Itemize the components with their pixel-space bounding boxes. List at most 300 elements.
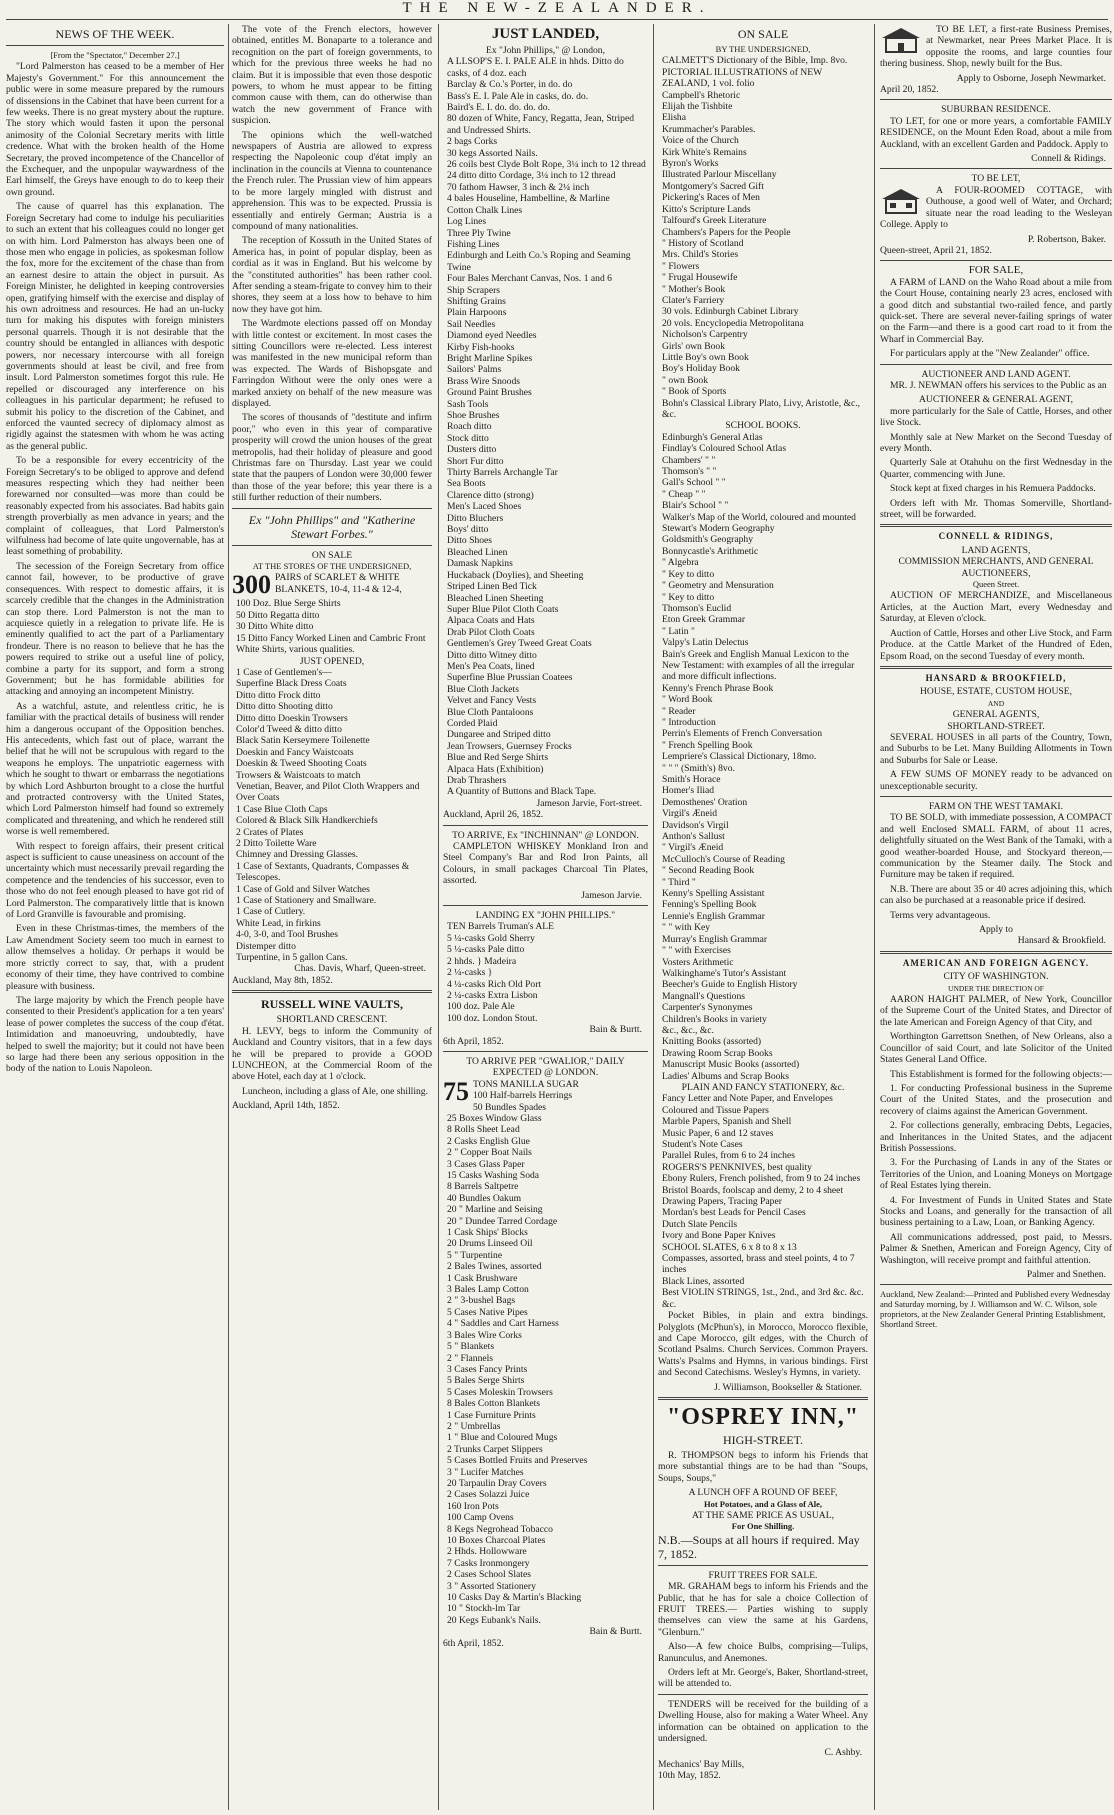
list-item: Lennie's English Grammar — [662, 910, 765, 922]
list-item: Shifting Grains — [447, 295, 506, 307]
rule — [880, 1284, 1112, 1285]
list-item: Dusters ditto — [447, 444, 497, 456]
rule — [658, 1397, 868, 1400]
list-item: McCulloch's Course of Reading — [662, 853, 785, 865]
list-item: Corded Plaid — [447, 717, 498, 729]
list-item: Davidson's Virgil — [662, 819, 729, 831]
ad-subtitle: HIGH-STREET. — [722, 1432, 804, 1447]
list-item: " " with Exercises — [662, 945, 731, 957]
column-divider — [874, 24, 875, 1810]
column-divider — [228, 24, 229, 1810]
list-item: Thomson's Euclid — [662, 602, 732, 614]
ad-body: AARON HAIGHT PALMER, of New York, Councillor of the Supreme Court of the United States, and Director of the late American and Foreign Agency of that City, and — [880, 994, 1112, 1028]
list-item: Ditto ditto Doeskin Trowsers — [236, 712, 348, 724]
list-item: Jean Trowsers, Guernsey Frocks — [447, 740, 572, 752]
list-item: ROGERS'S PENKNIVES, best quality — [662, 1161, 812, 1173]
list-item: Ditto Bluchers — [447, 512, 504, 524]
list-item: Thomson's " " — [662, 466, 717, 478]
ad-title: "OSPREY INN," — [666, 1403, 860, 1430]
ad-body: For particulars apply at the "New Zealander" office. — [890, 348, 1090, 360]
list-item: Ebony Rulers, French polished, from 9 to 24 inches — [662, 1173, 861, 1185]
ad-body: CAMPLETON WHISKEY Monkland Iron and Steel Company's Bar and Rod Iron Paints, all Colours, in small packages Charcoal Tin Plates, assorted. — [443, 841, 648, 887]
list-item: 4 " Saddles and Cart Harness — [447, 1318, 559, 1330]
list-item: A LLSOP'S E. I. PALE ALE in hhds. Ditto do casks, of 4 doz. each — [447, 56, 624, 79]
list-item: Bleached Linen Sheeting — [447, 592, 544, 604]
list-item: Fenning's Spelling Book — [662, 899, 757, 911]
list-item: Alpaca Coats and Hats — [447, 615, 535, 627]
ad-item-list — [443, 1090, 648, 1626]
list-item: 5 " Turpentine — [447, 1249, 503, 1261]
list-item: 20 " Dundee Tarred Cordage — [447, 1215, 558, 1227]
ad-date: 6th April, 1852. — [443, 1035, 504, 1047]
list-item: 5 Bales Serge Shirts — [447, 1375, 525, 1387]
list-item: 4 ¼-casks Rich Old Port — [447, 978, 542, 990]
ad-body: TENDERS will be received for the building of a Dwelling House, also for making a Water Wheel. Any information can be obtained on application to the undersigned. — [658, 1698, 868, 1745]
news-paragraph: With respect to foreign affairs, their present critical aspect is sufficient to cause uneasiness on account of the uncertainty which must necessarily prevail regarding the competence and the tendencies of his successor, even to those who do not feel enough pleased to have got rid of Lord Palmerston. The comparatively little that is known of Lord Granville is favourable and promising. — [6, 840, 224, 921]
ad-body: A FEW SUMS OF MONEY ready to be advanced on unexceptionable security. — [880, 769, 1112, 792]
list-item: 1 Cask Ships' Blocks — [447, 1227, 528, 1239]
column-divider — [653, 24, 654, 1810]
list-item: 1 Cask Brushware — [447, 1272, 518, 1284]
ad-body: Auction of Cattle, Horses and other Live Stock, and Farm Produce. at the Cattle Market of the Hundred of Eden, Epsom Road, on the second Tuesday of every month. — [880, 627, 1112, 662]
list-item: 25 Boxes Window Glass — [447, 1112, 542, 1124]
ad-body: TO LET, for one or more years, a comfortable FAMILY RESIDENCE, on the Mount Eden Road, about a mile from Auckland, with an excellent Garden and Paddock. Apply to — [880, 115, 1112, 150]
list-item: Velvet and Fancy Vests — [447, 695, 537, 707]
list-item: 2 Hhds. Hollowware — [447, 1546, 527, 1558]
list-item: Gall's School " " — [662, 477, 726, 489]
list-item: Blue Cloth Pantaloons — [447, 706, 534, 718]
ad-item-list — [880, 1083, 1112, 1229]
list-item: Black Satin Kerseymere Toilenette — [236, 735, 370, 747]
list-item: Eton Greek Grammar — [662, 614, 746, 626]
list-item: 5 ¼-casks Gold Sherry — [447, 932, 535, 944]
ad-date: April 20, 1852. — [880, 84, 939, 96]
list-item: Boy's Holiday Book — [662, 363, 740, 375]
ad-body: Pocket Bibles, in plain and extra bindings. Polyglots (McPhun's), in Morocco, Morocco flexible, and Cape Morocco, gilt edges, with the Church of Scotland Psalms. Church Services. Common Prayers. Watts's Psalms and Hymns, in various bindings. First and Second Catechisms. Wesley's Hymns, in variety. — [658, 1310, 868, 1379]
list-item: Plain Harpoons — [447, 307, 507, 319]
news-paragraph: The Wardmote elections passed off on Monday with little contest or excitement. In most cases the sitting Councillors were re-elected. Less interest was manifested in the new municipal reform than was expected. The Wards of Bishopsgate and Farringdon Without were the only ones were a marked anxiety on behalf of the new measure was displayed. — [232, 318, 432, 409]
list-item: 20 " Marline and Seising — [447, 1204, 543, 1216]
ad-body: TO BE SOLD, with immediate possession, A COMPACT and well Enclosed SMALL FARM, of about 11 acres, delightfully situated on the West Bank of the Tamaki, with a good weather-boarded House, and Stockyard thereon,—communication by the Steamer daily. The Stock and Furniture may be taken if required. — [880, 812, 1112, 881]
list-item: Bohn's Classical Library Plato, Livy, Aristotle, &c., &c. — [662, 397, 861, 420]
rule — [658, 1694, 868, 1695]
list-item: 3 " Assorted Stationery — [447, 1580, 536, 1592]
ad-title: SUBURBAN RESIDENCE. — [941, 104, 1051, 116]
list-item: 3 Bales Wire Corks — [447, 1329, 522, 1341]
ad-number: 300 — [232, 570, 271, 600]
list-item: Anthon's Sallust — [662, 831, 725, 843]
masthead: THE NEW-ZEALANDER. — [402, 0, 712, 16]
list-item: Short Fur ditto — [447, 455, 504, 467]
ad-date: Auckland, April 14th, 1852. — [232, 1100, 340, 1112]
list-item: 15 Ditto Fancy Worked Linen and Cambric Front White Shirts, various qualities. — [236, 632, 426, 656]
list-item: Drawing Room Scrap Books — [662, 1047, 773, 1059]
list-item: Campbell's Rhetoric — [662, 89, 741, 101]
ad-date: 10th May, 1852. — [658, 1770, 721, 1782]
ad-body: A FARM of LAND on the Waho Road about a mile from the Court House, containing nearly 23 acres, enclosed with a good ditch and substantial two-railed fence, and partly quick-set. There are several never-failing springs of water on the Farm—and there is a good cart road to it from the Wharf in Commercial Bay. — [880, 276, 1112, 345]
ad-line: For One Shilling. — [731, 1521, 795, 1532]
ad-section: JUST OPENED, — [299, 655, 365, 667]
list-item: Ground Paint Brushes — [447, 387, 532, 399]
list-item: Sash Tools — [447, 398, 489, 410]
ad-title: AUCTIONEER AND LAND AGENT. — [921, 368, 1071, 380]
ad-place: Mechanics' Bay Mills, — [658, 1758, 745, 1770]
list-item: Girls' own Book — [662, 340, 726, 352]
list-item: " " " (Smith's) 8vo. — [662, 762, 735, 774]
column-four — [658, 24, 868, 1810]
list-item: Krummacher's Parables. — [662, 123, 756, 135]
list-item: &c., &c., &c. — [662, 1024, 714, 1036]
list-item: Student's Note Cases — [662, 1139, 743, 1150]
list-item: " French Spelling Book — [662, 739, 753, 751]
list-item: " " with Key — [662, 922, 711, 934]
list-item: Elisha — [662, 112, 686, 124]
list-item: " Reader — [662, 705, 696, 717]
list-item: Damask Napkins — [447, 558, 513, 570]
column-divider — [438, 24, 439, 1810]
news-paragraph: The secession of the Foreign Secretary from office cannot fail, however, to be productive of grave consequences. With respect to domestic affairs, it is scarcely credible that the changes in the Administration can stop there. Lord Palmerston is not the man to acquiesce quietly in a relegation to private life. He is eminently qualified to act the part of a Parliamentary frondeur. There is no reason to believe that he has the powers required to strike out a useful line of policy, combine a party for its support, and form a strong Government; but he has formidable abilities for attacking and annoying an incompetent Ministry. — [6, 560, 224, 698]
news-body — [6, 61, 224, 1074]
list-item: Bright Marline Spikes — [447, 352, 533, 364]
list-item: Music Paper, 6 and 12 staves — [662, 1127, 774, 1139]
list-item: 100 Doz. Blue Serge Shirts — [236, 598, 341, 610]
list-item: Bass's E. I. Pale Ale in casks, do. do. — [447, 90, 589, 102]
list-item: Men's Laced Shoes — [447, 501, 522, 513]
list-item: Dungaree and Striped ditto — [447, 729, 551, 741]
list-item: Clarence ditto (strong) — [447, 489, 534, 501]
rule — [880, 524, 1112, 527]
list-item: Doeskin & Tweed Shooting Coats — [236, 758, 367, 770]
rule — [880, 260, 1112, 261]
list-item: Alpaca Hats (Exhibition) — [447, 763, 544, 775]
ad-body: more particularly for the Sale of Cattle, Horses, and other live Stock. — [880, 405, 1112, 429]
ad-item-list — [232, 598, 432, 655]
list-item: Drab Pilot Cloth Coats — [447, 626, 535, 638]
list-item: 4 bales Houseline, Hambelline, & Marline — [447, 193, 610, 205]
list-item: Four Bales Merchant Canvas, Nos. 1 and 6 — [447, 273, 612, 285]
list-item: 3 Cases Glass Paper — [447, 1158, 525, 1170]
list-item: 2 " Umbrellas — [447, 1420, 501, 1432]
list-item: Superfine Black Dress Coats — [236, 678, 347, 690]
list-item: Three Ply Twine — [447, 227, 511, 239]
list-item: 5 Cases Moleskin Trowsers — [447, 1386, 553, 1398]
rule — [443, 905, 648, 906]
ad-lead-text: TONS MANILLA SUGAR — [473, 1078, 579, 1090]
ad-item-list — [443, 921, 648, 1024]
ad-title: FARM ON THE WEST TAMAKI. — [929, 800, 1063, 812]
list-item: Black Lines, assorted — [662, 1275, 745, 1287]
ad-lead — [232, 570, 432, 600]
list-item: 80 dozen of White, Fancy, Regatta, Jean, Striped and Undressed Shirts. — [447, 113, 635, 136]
ad-body: MR. J. NEWMAN offers his services to the Public as an — [890, 379, 1107, 391]
list-item: 8 Bales Cotton Blankets — [447, 1398, 541, 1410]
list-item: 2 " Flannels — [447, 1352, 494, 1364]
list-item: Ship Scrapers — [447, 284, 501, 296]
list-item: Edinburgh and Leith Co.'s Roping and Seaming Twine — [447, 250, 631, 273]
ad-body: N.B. There are about 35 or 40 acres adjoining this, which can also be purchased at a reasonable price if desired. — [880, 883, 1112, 907]
list-item: Ditto ditto Shooting ditto — [236, 701, 333, 713]
list-item: Drab Thrashers — [447, 775, 507, 786]
list-item: Dutch Slate Pencils — [662, 1218, 738, 1230]
list-item: 2. For collections generally, embracing Debts, Legacies, and Inheritances in the United States, and the adjacent British Possessions. — [880, 1120, 1112, 1154]
ad-item-list — [232, 667, 432, 964]
list-item: 5 " Blankets — [447, 1341, 495, 1353]
list-item: PICTORIAL ILLUSTRATIONS of NEW ZEALAND, 1 vol. folio — [662, 66, 822, 90]
ad-date: Queen-street, April 21, 1852. — [880, 244, 992, 256]
ad-role: AUCTIONEER & GENERAL AGENT, — [918, 394, 1073, 406]
list-item: 3 Cases Fancy Prints — [447, 1363, 528, 1375]
list-item: Striped Linen Bed Tick — [447, 581, 537, 593]
ad-line: UNDER THE DIRECTION OF — [948, 983, 1044, 993]
list-item: 4-0, 3-0, and Tool Brushes — [236, 929, 339, 941]
list-item: Log Lines — [447, 216, 487, 228]
list-item: Goldsmith's Geography — [662, 534, 753, 546]
list-item: Blue Cloth Jackets — [447, 683, 519, 695]
rule — [6, 45, 224, 46]
ad-signature: Palmer and Snethen. — [1026, 1269, 1106, 1280]
ad-title: TO ARRIVE, Ex "INCHINNAN" @ LONDON. — [452, 829, 639, 841]
news-body-continued — [232, 24, 432, 504]
list-item: 30 kegs Assorted Nails. — [447, 147, 538, 159]
list-item: Coloured and Tissue Papers — [662, 1104, 769, 1116]
ad-body: Orders left at Mr. George's, Baker, Shortland-street, will be attended to. — [658, 1667, 868, 1690]
list-item: Elijah the Tishbite — [662, 101, 733, 113]
list-item: 8 Kegs Negrohead Tobacco — [447, 1523, 553, 1535]
list-item: Brass Wire Snoods — [447, 375, 520, 387]
list-item: Ditto ditto Witney ditto — [447, 649, 537, 661]
ad-subtitle: Ex "John Phillips," @ London, — [485, 45, 605, 56]
list-item: 2 ¼-casks Extra Lisbon — [447, 989, 538, 1001]
list-item: Ivory and Bone Paper Knives — [662, 1230, 776, 1242]
list-item: Sailors' Palms — [447, 364, 502, 376]
list-item: 70 fathom Hawser, 3 inch & 2¼ inch — [447, 181, 590, 193]
list-item: 1 Case of Gold and Silver Watches — [236, 883, 370, 895]
ad-apply: Apply to Osborne, Joseph Newmarket. — [956, 72, 1106, 84]
list-item: Turpentine, in 5 gallon Cans. — [236, 952, 348, 964]
ad-location: AT THE STORES OF THE UNDERSIGNED, — [252, 561, 412, 572]
ad-signature: J. Williamson, Bookseller & Stationer. — [714, 1381, 862, 1393]
news-paragraph: To be a responsible for every eccentricity of the Foreign Secretary's to be obliged to approve and defend measures respecting which they had neither been forewarned nor consulted—was more than could be reasonably expected from his associates. Bad habits gain strength proverbially as men advance in years; and the complaint of colleagues, that Lord Palmerston's wilfulness had become of late quite ungovernable, has at least something of probability. — [6, 455, 224, 558]
ad-subtitle: ON SALE — [311, 549, 353, 561]
list-item: 50 Bundles Spades — [473, 1101, 547, 1113]
list-item: 2 hhds. } Madeira — [447, 955, 517, 967]
list-item: Vosters Arithmetic — [662, 956, 734, 968]
ad-title: FRUIT TREES FOR SALE. — [708, 1569, 818, 1581]
list-item: Mangnall's Questions — [662, 990, 746, 1002]
list-item: Findlay's Coloured School Atlas — [662, 443, 787, 455]
rule — [880, 796, 1112, 797]
list-item: Superfine Blue Prussian Coatees — [447, 672, 573, 684]
list-item: " Latin " — [662, 625, 695, 637]
list-item: Knitting Books (assorted) — [662, 1036, 762, 1048]
ad-apply: Apply to — [979, 924, 1013, 936]
list-item: 20 vols. Encyclopedia Metropolitana — [662, 317, 804, 329]
list-item: 2 " Copper Boat Nails — [447, 1147, 532, 1159]
ad-title: FOR SALE, — [968, 264, 1024, 277]
list-item: Kirk White's Remains — [662, 146, 747, 158]
ad-line: AND — [987, 698, 1005, 708]
list-item: Venetian, Beaver, and Pilot Cloth Wrappers and Over Coats — [236, 780, 420, 804]
list-item: Fishing Lines — [447, 238, 500, 250]
list-item: Edinburgh's General Atlas — [662, 431, 763, 443]
rule — [880, 364, 1112, 365]
ad-item-list — [658, 432, 868, 1082]
news-paragraph: The reception of Kossuth in the United States of America has, in point of popular display, been as cordial as it was in England. But his welcome by the "constituted authorities" has been rather cool. After sending a steam-frigate to convey him to their shores, they seem at a loss how to behave to him now they have got him. — [232, 235, 432, 315]
news-paragraph: The large majority by which the French people have consented to their President's application for a ten years' lease of power completes the success of the coup d'état. Intimidation and manoeuvring, undoubtedly, have helped to swell the majority; but it could not have been so large had there been any serious opposition in the body of the nation to Louis Napoleon. — [6, 994, 224, 1075]
list-item: " Key to ditto — [662, 568, 715, 580]
list-item: Nicholson's Carpentry — [662, 329, 748, 341]
list-item: " Cheap " " — [662, 488, 706, 500]
ad-line: HOUSE, ESTATE, CUSTOM HOUSE, — [919, 686, 1073, 698]
list-item: 50 Ditto Regatta ditto — [236, 609, 320, 621]
ad-title: Ex "John Phillips" and "Katherine Stewart Forbes." — [248, 512, 416, 541]
ad-body: Terms very advantageous. — [890, 909, 991, 921]
ad-body: H. LEVY, begs to inform the Community of Auckland and Country visitors, that in a few days he will be prepared to provide a GOOD LUNCHEON, at the Commercial Room of the above Hotel, each day at 1 o'clock. — [232, 1025, 432, 1083]
list-item: 15 Casks Washing Soda — [447, 1170, 540, 1181]
list-item: 1 " Blue and Coloured Mugs — [447, 1432, 558, 1444]
list-item: 2 bags Corks — [447, 136, 498, 148]
ad-title: CONNELL & RIDINGS, — [938, 531, 1054, 542]
list-item: Ditto ditto Frock ditto — [236, 689, 321, 701]
list-item: Men's Pea Coats, lined — [447, 660, 535, 672]
list-item: Kirby Fish-hooks — [447, 341, 515, 353]
ad-title: LANDING EX "JOHN PHILLIPS." — [475, 910, 616, 922]
column-three — [443, 24, 648, 1810]
ad-line: SHORTLAND-STREET. — [947, 720, 1045, 732]
news-paragraph: The vote of the French electors, however obtained, entitles M. Bonaparte to a tolerance and recognition on the part of foreign governments, to which for the previous three weeks he had no claim. But it is impossible that even those despotic powers, to whom he must appear to be fitting common cause with them, can do otherwise than watch the new government of France with suspicion. — [232, 24, 432, 127]
ad-signature: Jameson Jarvie. — [581, 889, 642, 901]
list-item: Voice of the Church — [662, 135, 739, 147]
list-item: Bonnycastle's Arithmetic — [662, 545, 759, 557]
ad-body: Quarterly Sale at Otahuhu on the first Wednesday in the Quarter, commencing with June. — [880, 457, 1112, 480]
ad-item-list — [658, 55, 868, 420]
list-item: 3 " Lucifer Matches — [447, 1466, 524, 1478]
list-item: Bleached Linen — [447, 546, 508, 558]
ad-section: PLAIN AND FANCY STATIONERY, &c. — [681, 1081, 845, 1093]
list-item: A Quantity of Buttons and Black Tape. — [447, 786, 597, 798]
list-item: Distemper ditto — [236, 940, 296, 952]
list-item: 100 Half-barrels Herrings — [473, 1090, 573, 1102]
ad-body: AUCTION OF MERCHANDIZE, and Miscellaneous Articles, at the Auction Mart, every Wednesday and Saturday, at Eleven o'clock. — [880, 590, 1112, 625]
list-item: Cotton Chalk Lines — [447, 204, 523, 216]
list-item: 10 Casks Day & Martin's Blacking — [447, 1592, 582, 1604]
ad-line: Queen Street. — [972, 579, 1020, 590]
list-item: Gentlemen's Grey Tweed Great Coats — [447, 638, 592, 650]
list-item: Doeskin and Fancy Waistcoats — [236, 746, 354, 758]
list-item: Stock ditto — [447, 432, 489, 444]
list-item: Chambers' " " — [662, 454, 716, 466]
ad-line: LAND AGENTS, — [961, 544, 1031, 556]
list-item: 10 " Stockh-lm Tar — [447, 1603, 521, 1615]
ad-line: GENERAL AGENTS, — [952, 709, 1040, 721]
ad-date: Auckland, May 8th, 1852. — [232, 974, 333, 986]
ad-title: JUST LANDED, — [491, 26, 600, 42]
list-item: Bristol Boards, foolscap and demy, 2 to 4 sheet — [662, 1184, 844, 1196]
list-item: 1 Case of Cutlery. — [236, 906, 306, 918]
list-item: Thirty Barrels Archangle Tar — [447, 467, 558, 479]
list-item: 100 doz. Pale Ale — [447, 1001, 515, 1013]
list-item: 10 Boxes Charcoal Plates — [447, 1535, 546, 1546]
list-item: Fancy Letter and Note Paper, and Envelopes — [662, 1093, 833, 1105]
list-item: Pickering's Races of Men — [662, 192, 760, 204]
list-item: " Geometry and Mensuration — [662, 580, 774, 592]
list-item: 2 Crates of Plates — [236, 826, 304, 838]
ad-subtitle: BY THE UNDERSIGNED, — [715, 44, 811, 54]
ad-body: R. THOMPSON begs to inform his Friends that more substantial things are to be had than "Soups, Soups, Soups," — [658, 1449, 868, 1484]
list-item: Illustrated Parlour Miscellany — [662, 169, 777, 181]
list-item: Talfourd's Greek Literature — [662, 215, 767, 227]
rule — [880, 168, 1112, 169]
ad-signature: C. Ashby. — [824, 1747, 862, 1759]
list-item: Sea Boots — [447, 478, 486, 490]
ad-body: Monthly sale at New Market on the Second Tuesday of every Month. — [880, 431, 1112, 454]
list-item: Drawing Papers, Tracing Paper — [662, 1196, 782, 1208]
news-paragraph: Even in these Christmas-times, the members of the Law Amendment Society seem too much in earnest to allow themselves a holiday. Or perhaps it would be more strictly correct to say, that, with a prudent economy of their time, they have contrived to combine pleasure with business. — [6, 923, 224, 992]
list-item: Super Blue Pilot Cloth Coats — [447, 603, 559, 615]
news-paragraph: The opinions which the well-watched newspapers of Austria are allowed to express respecting the Napoleonic coup d'état imply an inclination in the councils at Vienna to countenance the French ruler. The Prussian view of him appears to be more largely mingled with distrust and apprehension. This was to be expected. Prussia is essentially and entirely German; Austria is a compound of many nationalities. — [232, 129, 432, 232]
ad-body: Also—A few choice Bulbs, comprising—Tulips, Ranunculus, and Anemones. — [658, 1641, 868, 1664]
list-item: Little Boy's own Book — [662, 351, 749, 363]
list-item: " Frugal Housewife — [662, 272, 738, 284]
list-item: Color'd Tweed & ditto ditto — [236, 723, 342, 735]
list-item: Children's Books in variety — [662, 1013, 767, 1025]
top-rule — [6, 19, 1108, 20]
news-paragraph: As a watchful, astute, and relentless critic, he is familiar with the practical details of business will render him a dangerous occupant of the Opposition benches. His antecedents, which fast out of place, warrant the belief that he will not be scrupulous with regard to the weapons he employs. The unpatriotic eagerness with which he sought to thwart or embarrass the negotiations by which Lord Ashburton brought to a close the hurtful and protracted controversy with the United States, which Lord Palmerston himself had found so extremely complicated and threatening, and which he rendered still worse is well remembered. — [6, 700, 224, 838]
list-item: Sail Needles — [447, 318, 496, 330]
rule — [880, 951, 1112, 954]
ad-title: ON SALE — [737, 27, 789, 41]
list-item: Boys' ditto — [447, 524, 489, 536]
ad-signature: Chas. Davis, Wharf, Queen-street. — [294, 963, 426, 975]
list-item: " Mother's Book — [662, 283, 726, 295]
list-item: " Virgil's Æneid — [662, 842, 724, 854]
rule — [443, 825, 648, 826]
ad-subtitle: SHORTLAND CRESCENT. — [276, 1014, 388, 1026]
list-item: " own Book — [662, 374, 709, 386]
list-item: 2 Cases School Slates — [447, 1569, 531, 1581]
ad-item-list — [443, 56, 648, 797]
list-item: Trowsers & Waistcoats to match — [236, 769, 361, 781]
ad-body: All communications addressed, post paid, to Messrs. Palmer & Snethen, American and Foreign Agency, City of Washington, will receive prompt and faithful attention. — [880, 1231, 1112, 1266]
column-news — [6, 24, 224, 1810]
list-item: " History of Scotland — [662, 237, 744, 249]
list-item: Kitto's Scripture Lands — [662, 203, 751, 215]
rule — [880, 99, 1112, 100]
ad-number: 75 — [443, 1076, 469, 1106]
list-item: Shoe Brushes — [447, 410, 500, 421]
list-item: 4. For Investment of Funds in United States and State Stocks and Loans, and generally for the transaction of all business pertaining to a Law, Loan, or Banking Agency. — [880, 1194, 1112, 1229]
list-item: Marble Papers, Spanish and Shell — [662, 1116, 792, 1128]
ad-title: TO BE LET, — [971, 173, 1021, 185]
list-item: 26 coils best Clyde Bolt Rope, 3¼ inch to 12 thread — [447, 159, 646, 171]
list-item: 20 Tarpaulin Dray Covers — [447, 1477, 547, 1489]
list-item: 160 Iron Pots — [447, 1500, 499, 1512]
rule — [443, 1051, 648, 1052]
list-item: 1 Case Blue Cloth Caps — [236, 803, 328, 815]
list-item: Colored & Black Silk Handkerchiefs — [236, 815, 378, 827]
list-item: 2 Casks English Glue — [447, 1135, 530, 1147]
list-item: CALMETT'S Dictionary of the Bible, Imp. 8vo. — [662, 55, 848, 67]
list-item: 30 vols. Edinburgh Cabinet Library — [662, 306, 799, 318]
list-item: Chimney and Dressing Glasses. — [236, 849, 359, 861]
list-item: White Lead, in firkins — [236, 917, 321, 929]
list-item: 5 ¼-casks Pale ditto — [447, 944, 525, 956]
list-item: Montgomery's Sacred Gift — [662, 180, 764, 192]
list-item: Demosthenes' Oration — [662, 796, 748, 808]
list-item: 2 Bales Twines, assorted — [447, 1261, 542, 1273]
list-item: Homer's Iliad — [662, 785, 715, 797]
list-item: Parallel Rules, from 6 to 24 inches — [662, 1150, 795, 1162]
